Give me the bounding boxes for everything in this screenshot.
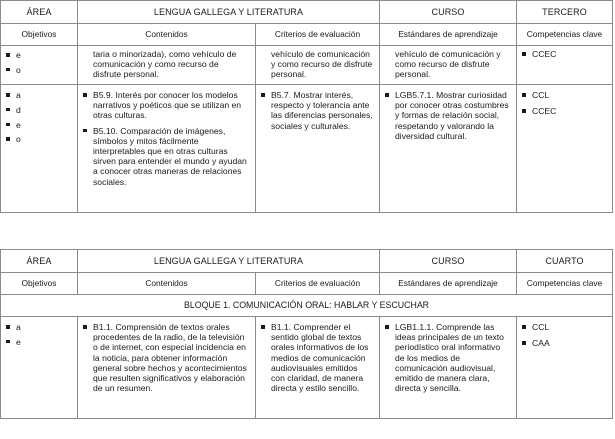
column-standards: Estándares de aprendizaje bbox=[380, 24, 517, 46]
table-row bbox=[1, 46, 613, 85]
header-area: ÁREA bbox=[1, 250, 78, 273]
contents-cell bbox=[78, 317, 256, 419]
criteria-cell bbox=[256, 46, 380, 85]
header-course: CURSO bbox=[380, 1, 517, 24]
objective-item: o bbox=[1, 65, 71, 75]
competences-cell bbox=[517, 85, 613, 213]
column-objectives: Objetivos bbox=[1, 24, 78, 46]
objective-item: e bbox=[1, 50, 71, 60]
column-competences: Competencias clave bbox=[517, 24, 613, 46]
standard-item: LGB5.7.1. Mostrar curiosidad por conocer otras costumbres y formas de relación social, respetando y valorando la diversidad cultural. bbox=[380, 90, 510, 141]
contents-cell bbox=[78, 46, 256, 85]
competences-cell bbox=[517, 46, 613, 85]
competences-cell bbox=[517, 317, 613, 419]
curriculum-table-tercero bbox=[0, 0, 613, 213]
header-level: TERCERO bbox=[517, 1, 613, 24]
header-subject: LENGUA GALLEGA Y LITERATURA bbox=[78, 1, 380, 24]
objective-item: a bbox=[1, 322, 71, 332]
column-header-row bbox=[1, 273, 613, 295]
competence-item: CCL bbox=[517, 322, 606, 332]
criteria-cell bbox=[256, 85, 380, 213]
content-item: B1.1. Comprensión de textos orales procedentes de la radio, de la televisión o de internet, con especial incidencia en la noticia, para obtener información general sobre hechos y acontecimientos que resulten significativos y elaboración de un resumen. bbox=[78, 322, 249, 393]
column-competences: Competencias clave bbox=[517, 273, 613, 295]
criteria-item: B1.1. Comprender el sentido global de textos orales informativos de los medios de comunicación audiovisuales emitidos con claridad, de manera directa y estilo sencillo. bbox=[256, 322, 373, 393]
competence-item: CCEC bbox=[517, 49, 606, 59]
standards-cell bbox=[380, 46, 517, 85]
contents-cell bbox=[78, 85, 256, 213]
objective-item: a bbox=[1, 90, 71, 100]
content-item: B5.9. Interés por conocer los modelos narrativos y poéticos que se utilizan en otras culturas. bbox=[78, 90, 249, 121]
header-subject: LENGUA GALLEGA Y LITERATURA bbox=[78, 250, 380, 273]
header-row bbox=[1, 1, 613, 24]
standards-cell bbox=[380, 85, 517, 213]
objective-item: o bbox=[1, 134, 71, 144]
competence-item: CAA bbox=[517, 338, 606, 348]
header-level: CUARTO bbox=[517, 250, 613, 273]
criteria-text: vehículo de comunicación y como recurso de disfrute personal. bbox=[271, 49, 373, 80]
objectives-cell bbox=[1, 317, 78, 419]
header-course: CURSO bbox=[380, 250, 517, 273]
criteria-cell bbox=[256, 317, 380, 419]
column-header-row bbox=[1, 24, 613, 46]
column-standards: Estándares de aprendizaje bbox=[380, 273, 517, 295]
block-title-row bbox=[1, 295, 613, 317]
standard-item: LGB1.1.1. Comprende las ideas principales de un texto periodístico oral informativo de los medios de comunicación audiovisual, emitido de manera clara, directa y sencilla. bbox=[380, 322, 510, 393]
content-item: B5.10. Comparación de imágenes, símbolos y mitos fácilmente interpretables que en otras culturas sirven para entender el mundo y ayudan a conocer otras maneras de relaciones sociales. bbox=[78, 126, 249, 187]
curriculum-table-cuarto bbox=[0, 249, 613, 419]
table-row bbox=[1, 317, 613, 419]
objectives-cell bbox=[1, 46, 78, 85]
objective-item: e bbox=[1, 120, 71, 130]
table-row bbox=[1, 85, 613, 213]
column-contents: Contenidos bbox=[78, 24, 256, 46]
competence-item: CCEC bbox=[517, 106, 606, 116]
column-criteria: Criterios de evaluación bbox=[256, 273, 380, 295]
column-objectives: Objetivos bbox=[1, 273, 78, 295]
block-title: BLOQUE 1. COMUNICACIÓN ORAL: HABLAR Y ESCUCHAR bbox=[1, 295, 613, 317]
criteria-item: B5.7. Mostrar interés, respecto y tolerancia ante las diferencias personales, sociales y culturales. bbox=[256, 90, 373, 131]
column-criteria: Criterios de evaluación bbox=[256, 24, 380, 46]
column-contents: Contenidos bbox=[78, 273, 256, 295]
standards-text: vehículo de comunicación y como recurso de disfrute personal. bbox=[395, 49, 501, 80]
objective-item: e bbox=[1, 337, 71, 347]
objectives-cell bbox=[1, 85, 78, 213]
header-row bbox=[1, 250, 613, 273]
objective-item: d bbox=[1, 105, 71, 115]
standards-cell bbox=[380, 317, 517, 419]
contents-text: taria o minorizada), como vehículo de comunicación y como recurso de disfrute personal. bbox=[93, 49, 237, 80]
competence-item: CCL bbox=[517, 90, 606, 100]
header-area: ÁREA bbox=[1, 1, 78, 24]
